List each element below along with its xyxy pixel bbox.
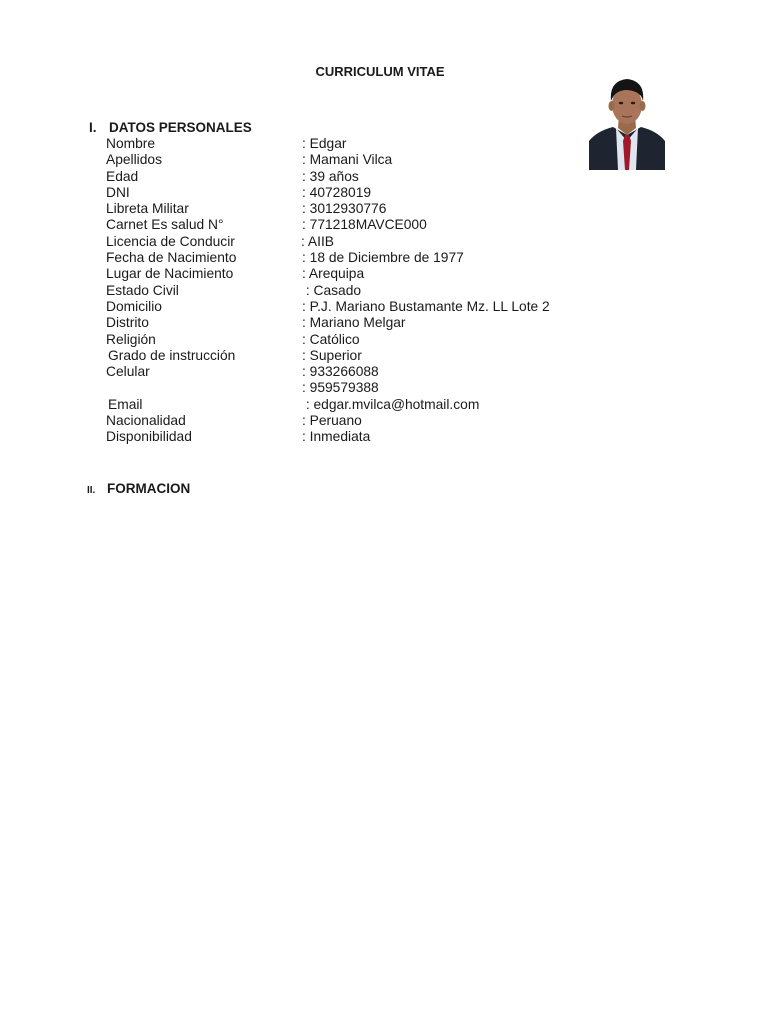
field-label: Religión — [106, 331, 156, 347]
field-value: : P.J. Mariano Bustamante Mz. LL Lote 2 — [302, 298, 550, 314]
field-label: Estado Civil — [106, 282, 179, 298]
field-value: : Edgar — [302, 136, 347, 151]
field-value: : edgar.mvilca@hotmail.com — [302, 396, 480, 412]
field-value: : 18 de Diciembre de 1977 — [302, 250, 464, 266]
field-label: Distrito — [106, 315, 149, 331]
field-value: : Mamani Vilca — [302, 152, 393, 168]
field-label: Apellidos — [106, 152, 162, 168]
field-label: Celular — [106, 364, 150, 380]
field-label: DNI — [106, 184, 130, 200]
section-title: DATOS PERSONALES — [109, 120, 252, 135]
section-number: II. — [87, 485, 96, 496]
profile-photo — [589, 71, 665, 170]
field-value: : Peruano — [302, 413, 362, 429]
field-label: Disponibilidad — [106, 429, 192, 445]
field-label: Libreta Militar — [106, 201, 189, 217]
field-value: : 3012930776 — [302, 201, 387, 217]
field-label: Edad — [106, 168, 139, 184]
field-label: Nacionalidad — [106, 413, 186, 429]
field-label: Domicilio — [106, 298, 162, 314]
field-label: Fecha de Nacimiento — [106, 250, 237, 266]
section-number: I. — [89, 120, 97, 135]
field-value: : 771218MAVCE000 — [302, 217, 427, 233]
field-label: Lugar de Nacimiento — [106, 266, 234, 282]
cv-title: CURRICULUM VITAE — [315, 64, 445, 79]
field-label: Carnet Es salud N° — [106, 217, 224, 233]
field-label: Nombre — [106, 136, 156, 151]
field-value: : 959579388 — [302, 380, 379, 396]
section-title: FORMACION — [107, 481, 191, 496]
section-datos-personales — [89, 120, 252, 135]
field-label: Licencia de Conducir — [106, 233, 235, 249]
section-formacion — [87, 481, 190, 496]
field-value: : AIIB — [301, 233, 334, 249]
field-value: : Inmediata — [302, 429, 371, 445]
field-value: : 39 años — [302, 168, 359, 184]
field-value: : Mariano Melgar — [302, 315, 406, 331]
field-label: Email — [108, 396, 143, 412]
field-label: Grado de instrucción — [108, 347, 236, 363]
field-value: : Superior — [302, 347, 362, 363]
field-value: : 40728019 — [302, 184, 372, 200]
field-value: : Católico — [302, 331, 360, 347]
field-value: : 933266088 — [302, 364, 379, 380]
field-value: : Casado — [302, 282, 362, 298]
field-value: : Arequipa — [302, 266, 365, 282]
